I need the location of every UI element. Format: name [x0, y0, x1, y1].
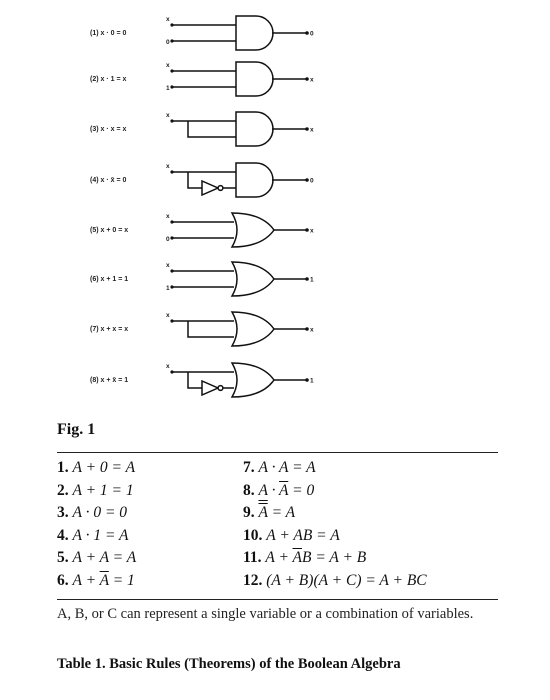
rule-expression: A · 1 = A	[72, 526, 129, 544]
output-label: 1	[310, 276, 314, 284]
rule-11	[243, 547, 366, 569]
output-label: x	[310, 76, 314, 84]
rule-number: 9.	[243, 504, 259, 521]
input-b-label: 0	[166, 236, 170, 243]
rule-number: 1.	[57, 459, 73, 476]
output-node	[305, 178, 309, 182]
boolean-rules-list	[57, 457, 498, 597]
and-gate	[236, 16, 273, 50]
rule-number: 6.	[57, 571, 73, 589]
gate-row-4	[90, 163, 314, 197]
branch-wire	[188, 121, 238, 137]
and-gate	[236, 112, 273, 146]
rule-number: 7.	[243, 459, 259, 476]
row-label: (4) x · x̄ = 0	[90, 177, 127, 184]
gate-row-6	[90, 262, 314, 296]
input-a-label: x	[166, 62, 170, 69]
or-gate	[232, 363, 274, 397]
rule-8	[243, 480, 314, 502]
rule-expression: A + 0 = A	[72, 459, 136, 476]
or-gate	[232, 213, 274, 247]
row-label: (8) x + x̄ = 1	[90, 377, 129, 384]
input-a-label: x	[166, 163, 170, 170]
input-b-label: 1	[166, 285, 170, 292]
branch-wire	[188, 321, 234, 337]
rule-number: 4.	[57, 526, 73, 544]
output-label: 1	[310, 377, 314, 385]
gate-row-5	[90, 213, 314, 247]
input-a-label: x	[166, 262, 170, 269]
rule-expression: $A + \overline{A}B = A + B$	[265, 549, 367, 566]
rule-4	[57, 525, 128, 547]
branch-wire	[188, 172, 202, 188]
row-label: (6) x + 1 = 1	[90, 276, 129, 283]
rule-1	[57, 457, 135, 479]
row-label: (7) x + x = x	[90, 326, 129, 333]
rule-expression: $A \cdot \overline{A} = 0$	[258, 481, 315, 499]
rule-12	[243, 570, 427, 592]
rule-10	[243, 525, 340, 547]
input-a-label: x	[166, 312, 170, 319]
inverter-gate	[202, 181, 218, 195]
output-label: 0	[310, 177, 314, 185]
gate-row-3	[90, 112, 314, 146]
branch-wire	[188, 372, 202, 388]
rule-7	[243, 457, 316, 479]
output-node	[305, 277, 309, 281]
input-a-label: x	[166, 112, 170, 119]
table-caption: Table 1. Basic Rules (Theorems) of the Boolean Algebra	[57, 656, 401, 672]
rule-expression: A + A = A	[72, 549, 137, 566]
rule-expression: A · A = A	[258, 459, 316, 476]
output-node	[305, 228, 309, 232]
gate-row-7	[90, 312, 314, 346]
rule-number: 8.	[243, 481, 259, 499]
output-label: 0	[310, 30, 314, 38]
rule-6	[57, 570, 135, 592]
rule-number: 5.	[57, 549, 73, 566]
rule-number: 2.	[57, 481, 73, 499]
rule-expression: (A + B)(A + C) = A + BC	[266, 571, 427, 589]
table-bottom-rule	[57, 599, 498, 600]
table-top-rule	[57, 452, 498, 453]
row-label: (2) x · 1 = x	[90, 76, 127, 83]
gate-row-2	[90, 62, 314, 96]
or-gate	[232, 312, 274, 346]
output-node	[305, 77, 309, 81]
and-gate	[236, 62, 273, 96]
inverter-gate	[202, 381, 218, 395]
or-gate	[232, 262, 274, 296]
row-label: (3) x · x = x	[90, 126, 127, 133]
input-a-label: x	[166, 16, 170, 23]
rule-expression: A · 0 = 0	[72, 504, 128, 521]
output-label: x	[310, 126, 314, 134]
input-a-label: x	[166, 363, 170, 370]
rule-2	[57, 480, 134, 502]
output-label: x	[310, 227, 314, 235]
inverter-bubble	[218, 186, 223, 191]
rule-5	[57, 547, 136, 569]
rule-9	[243, 502, 295, 524]
gate-row-1	[90, 16, 314, 50]
rule-expression: A + AB = A	[266, 526, 340, 544]
output-node	[305, 127, 309, 131]
output-node	[305, 378, 309, 382]
rule-3	[57, 502, 127, 524]
rule-number: 11.	[243, 549, 266, 566]
rule-expression: A = A	[258, 504, 296, 521]
input-a-label: x	[166, 213, 170, 220]
output-node	[305, 31, 309, 35]
rule-expression: $A + \overline{A} = 1$	[72, 571, 135, 589]
input-b-label: 0	[166, 39, 170, 46]
rule-expression: A + 1 = 1	[72, 481, 134, 499]
input-b-label: 1	[166, 85, 170, 92]
and-gate	[236, 163, 273, 197]
row-label: (1) x · 0 = 0	[90, 30, 127, 37]
inverter-bubble	[218, 386, 223, 391]
rule-number: 3.	[57, 504, 73, 521]
output-node	[305, 327, 309, 331]
table-note: A, B, or C can represent a single variable or a combination of variables.	[57, 606, 474, 622]
row-label: (5) x + 0 = x	[90, 227, 129, 234]
rule-number: 12.	[243, 571, 267, 589]
rule-number: 10.	[243, 526, 267, 544]
output-label: x	[310, 326, 314, 334]
gate-row-8	[90, 363, 314, 397]
figure-caption: Fig. 1	[57, 421, 96, 438]
